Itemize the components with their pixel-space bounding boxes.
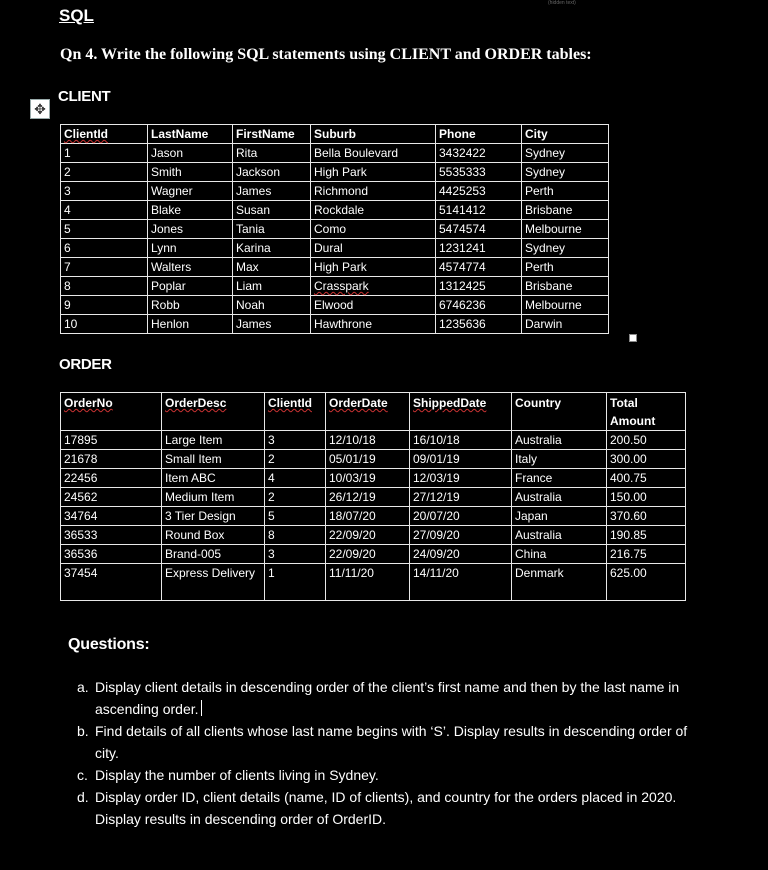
table-cell: Australia bbox=[512, 431, 607, 450]
table-cell: 190.85 bbox=[607, 526, 686, 545]
question-letter: b. bbox=[77, 723, 89, 739]
table-cell: James bbox=[233, 182, 311, 201]
table-cell: 22/09/20 bbox=[326, 526, 410, 545]
column-header: FirstName bbox=[233, 125, 311, 144]
table-cell: 36536 bbox=[61, 545, 162, 564]
table-cell: 2 bbox=[265, 488, 326, 507]
table-cell: Bella Boulevard bbox=[311, 144, 436, 163]
table-cell: Brand-005 bbox=[162, 545, 265, 564]
table-cell: Elwood bbox=[311, 296, 436, 315]
client-row bbox=[61, 315, 609, 334]
question-letter: d. bbox=[77, 789, 89, 805]
table-cell: 3 bbox=[265, 431, 326, 450]
order-row bbox=[61, 450, 686, 469]
column-header: Suburb bbox=[311, 125, 436, 144]
table-cell: 400.75 bbox=[607, 469, 686, 488]
column-header: ClientId bbox=[61, 125, 148, 144]
table-cell: 20/07/20 bbox=[410, 507, 512, 526]
table-cell: 1312425 bbox=[436, 277, 522, 296]
column-header: ClientId bbox=[265, 393, 326, 431]
table-cell: Como bbox=[311, 220, 436, 239]
order-row bbox=[61, 564, 686, 601]
table-cell: Sydney bbox=[522, 144, 609, 163]
table-cell: Hawthrone bbox=[311, 315, 436, 334]
order-table-label: ORDER bbox=[59, 356, 112, 373]
table-cell: Perth bbox=[522, 182, 609, 201]
table-cell: Japan bbox=[512, 507, 607, 526]
table-cell: 3 bbox=[61, 182, 148, 201]
table-cell: 11/11/20 bbox=[326, 564, 410, 601]
hidden-watermark-text: (hidden text) bbox=[548, 0, 576, 6]
table-cell: 3 Tier Design bbox=[162, 507, 265, 526]
client-row bbox=[61, 277, 609, 296]
table-cell: 22456 bbox=[61, 469, 162, 488]
table-cell: 4 bbox=[61, 201, 148, 220]
table-cell: Round Box bbox=[162, 526, 265, 545]
table-cell: Tania bbox=[233, 220, 311, 239]
table-cell: 4 bbox=[265, 469, 326, 488]
table-cell: 5474574 bbox=[436, 220, 522, 239]
table-cell: 9 bbox=[61, 296, 148, 315]
order-row bbox=[61, 431, 686, 450]
question-text: Display client details in descending order of the client’s first name and then by the last name in ascending order. bbox=[95, 679, 680, 717]
client-table-label: CLIENT bbox=[58, 88, 111, 105]
column-header: OrderDate bbox=[326, 393, 410, 431]
question-item bbox=[77, 676, 695, 720]
column-header: City bbox=[522, 125, 609, 144]
table-cell: Rita bbox=[233, 144, 311, 163]
table-cell: Denmark bbox=[512, 564, 607, 601]
table-cell: Jackson bbox=[233, 163, 311, 182]
client-header-row bbox=[61, 125, 609, 144]
table-cell: 625.00 bbox=[607, 564, 686, 601]
questions-list bbox=[77, 676, 695, 830]
table-cell: Melbourne bbox=[522, 220, 609, 239]
table-cell: Item ABC bbox=[162, 469, 265, 488]
column-header: Country bbox=[512, 393, 607, 431]
table-cell: 27/12/19 bbox=[410, 488, 512, 507]
table-cell: Perth bbox=[522, 258, 609, 277]
table-cell: 8 bbox=[61, 277, 148, 296]
table-cell: Susan bbox=[233, 201, 311, 220]
question-text: Display order ID, client details (name, ID of clients), and country for the orders placed in 2020. Display results in descending order of OrderID. bbox=[95, 789, 677, 827]
questions-title: Questions: bbox=[68, 636, 150, 653]
table-cell: Large Item bbox=[162, 431, 265, 450]
table-cell: 26/12/19 bbox=[326, 488, 410, 507]
table-cell: 6 bbox=[61, 239, 148, 258]
table-cell: 216.75 bbox=[607, 545, 686, 564]
order-row bbox=[61, 526, 686, 545]
column-header: ShippedDate bbox=[410, 393, 512, 431]
table-cell: 27/09/20 bbox=[410, 526, 512, 545]
table-cell: Italy bbox=[512, 450, 607, 469]
table-cell: 4574774 bbox=[436, 258, 522, 277]
client-row bbox=[61, 201, 609, 220]
table-cell: Brisbane bbox=[522, 277, 609, 296]
table-cell: Jones bbox=[148, 220, 233, 239]
table-cell: France bbox=[512, 469, 607, 488]
table-cell: 300.00 bbox=[607, 450, 686, 469]
table-cell: 1235636 bbox=[436, 315, 522, 334]
table-cell: 3 bbox=[265, 545, 326, 564]
table-cell: Wagner bbox=[148, 182, 233, 201]
question-heading: Qn 4. Write the following SQL statements using CLIENT and ORDER tables: bbox=[60, 46, 592, 63]
question-letter: c. bbox=[77, 767, 88, 783]
table-cell: Australia bbox=[512, 526, 607, 545]
table-cell: 1 bbox=[61, 144, 148, 163]
table-cell: 22/09/20 bbox=[326, 545, 410, 564]
question-item bbox=[77, 720, 695, 764]
table-cell: High Park bbox=[311, 163, 436, 182]
table-cell: 24/09/20 bbox=[410, 545, 512, 564]
order-row bbox=[61, 507, 686, 526]
table-cell: 34764 bbox=[61, 507, 162, 526]
table-cell: Max bbox=[233, 258, 311, 277]
table-cell: 2 bbox=[61, 163, 148, 182]
table-cell: 05/01/19 bbox=[326, 450, 410, 469]
table-cell: 12/03/19 bbox=[410, 469, 512, 488]
client-row bbox=[61, 258, 609, 277]
order-row bbox=[61, 488, 686, 507]
table-cell: 8 bbox=[265, 526, 326, 545]
client-row bbox=[61, 182, 609, 201]
client-row bbox=[61, 239, 609, 258]
table-cell: Brisbane bbox=[522, 201, 609, 220]
table-cell: 5 bbox=[61, 220, 148, 239]
move-arrows-icon[interactable]: ✥ bbox=[30, 99, 50, 119]
table-cell: Jason bbox=[148, 144, 233, 163]
client-row bbox=[61, 144, 609, 163]
table-cell: 4425253 bbox=[436, 182, 522, 201]
table-cell: Australia bbox=[512, 488, 607, 507]
table-cell: 150.00 bbox=[607, 488, 686, 507]
resize-handle-icon[interactable] bbox=[629, 334, 637, 342]
table-cell: 21678 bbox=[61, 450, 162, 469]
document-title: SQL bbox=[59, 6, 94, 25]
table-cell: Henlon bbox=[148, 315, 233, 334]
table-cell: 18/07/20 bbox=[326, 507, 410, 526]
table-cell: Darwin bbox=[522, 315, 609, 334]
table-cell: Sydney bbox=[522, 239, 609, 258]
table-cell: 5 bbox=[265, 507, 326, 526]
client-row bbox=[61, 163, 609, 182]
table-cell: 17895 bbox=[61, 431, 162, 450]
question-letter: a. bbox=[77, 679, 89, 695]
column-header: OrderDesc bbox=[162, 393, 265, 431]
question-item bbox=[77, 786, 695, 830]
column-header: LastName bbox=[148, 125, 233, 144]
table-cell: Robb bbox=[148, 296, 233, 315]
table-cell: Rockdale bbox=[311, 201, 436, 220]
question-item bbox=[77, 764, 695, 786]
order-row bbox=[61, 545, 686, 564]
table-cell: 1 bbox=[265, 564, 326, 601]
table-cell: Poplar bbox=[148, 277, 233, 296]
table-cell: Lynn bbox=[148, 239, 233, 258]
order-row bbox=[61, 469, 686, 488]
table-cell: 14/11/20 bbox=[410, 564, 512, 601]
question-text: Find details of all clients whose last name begins with ‘S’. Display results in descending order of city. bbox=[95, 723, 688, 761]
table-cell: China bbox=[512, 545, 607, 564]
table-cell: 36533 bbox=[61, 526, 162, 545]
table-cell: Dural bbox=[311, 239, 436, 258]
table-cell: 5141412 bbox=[436, 201, 522, 220]
table-cell: High Park bbox=[311, 258, 436, 277]
client-row bbox=[61, 220, 609, 239]
client-table bbox=[60, 124, 609, 334]
table-cell: Melbourne bbox=[522, 296, 609, 315]
order-header-row bbox=[61, 393, 686, 431]
table-cell: Walters bbox=[148, 258, 233, 277]
table-cell: 6746236 bbox=[436, 296, 522, 315]
text-cursor bbox=[201, 700, 202, 716]
table-cell: 5535333 bbox=[436, 163, 522, 182]
table-cell: Medium Item bbox=[162, 488, 265, 507]
table-cell: Crasspark bbox=[311, 277, 436, 296]
table-cell: 12/10/18 bbox=[326, 431, 410, 450]
table-cell: Liam bbox=[233, 277, 311, 296]
column-header: OrderNo bbox=[61, 393, 162, 431]
table-cell: James bbox=[233, 315, 311, 334]
table-cell: 1231241 bbox=[436, 239, 522, 258]
table-cell: Karina bbox=[233, 239, 311, 258]
table-cell: Richmond bbox=[311, 182, 436, 201]
client-row bbox=[61, 296, 609, 315]
table-cell: 200.50 bbox=[607, 431, 686, 450]
order-table bbox=[60, 392, 686, 601]
table-cell: Blake bbox=[148, 201, 233, 220]
question-text: Display the number of clients living in Sydney. bbox=[95, 767, 379, 783]
table-cell: 37454 bbox=[61, 564, 162, 601]
table-cell: 7 bbox=[61, 258, 148, 277]
table-cell: 10 bbox=[61, 315, 148, 334]
table-cell: Express Delivery bbox=[162, 564, 265, 601]
table-cell: 24562 bbox=[61, 488, 162, 507]
table-cell: 09/01/19 bbox=[410, 450, 512, 469]
column-header: Total Amount bbox=[607, 393, 686, 431]
table-cell: Noah bbox=[233, 296, 311, 315]
table-cell: 370.60 bbox=[607, 507, 686, 526]
table-cell: 16/10/18 bbox=[410, 431, 512, 450]
table-cell: Small Item bbox=[162, 450, 265, 469]
table-cell: 2 bbox=[265, 450, 326, 469]
table-cell: Smith bbox=[148, 163, 233, 182]
table-cell: 3432422 bbox=[436, 144, 522, 163]
table-cell: Sydney bbox=[522, 163, 609, 182]
table-cell: 10/03/19 bbox=[326, 469, 410, 488]
column-header: Phone bbox=[436, 125, 522, 144]
